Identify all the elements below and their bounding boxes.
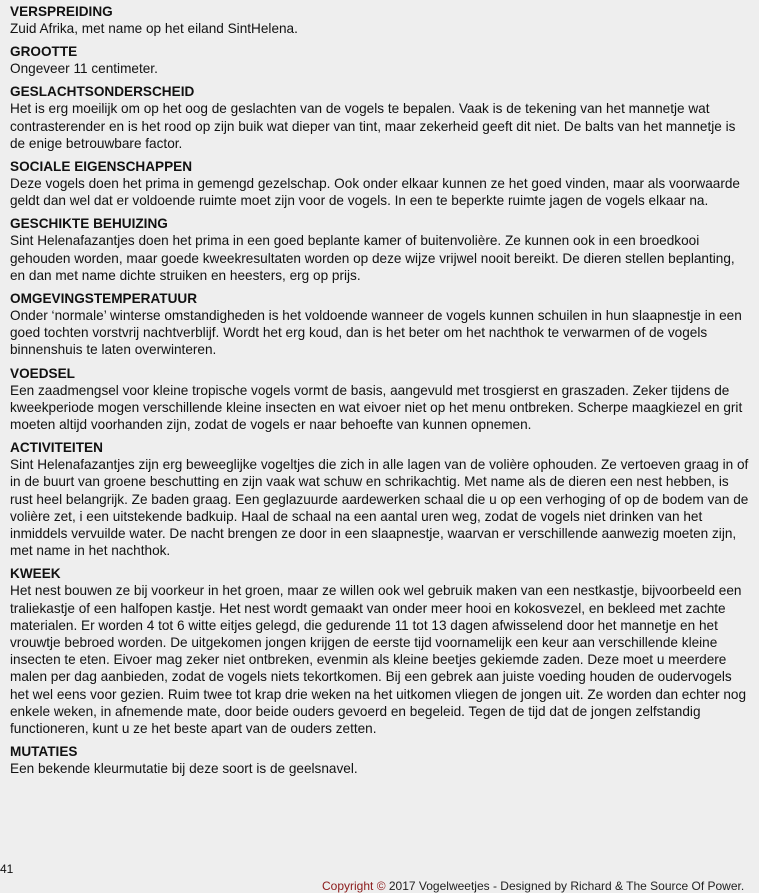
- section-body: Het is erg moeilijk om op het oog de geslachten van de vogels te bepalen. Vaak is de tekening van het mannetje wat contrasterender en is het rood op zijn buik wat dieper van tint, maar zekerheid geeft dit niet. De balts van het mannetje is de enige betrouwbare factor.: [10, 101, 736, 151]
- section-sociale-eigenschappen: [10, 159, 752, 209]
- section-omgevingstemperatuur: [10, 291, 752, 359]
- copyright-sign: ©: [376, 879, 386, 893]
- section-geslachtsonderscheid: [10, 84, 752, 152]
- section-grootte: [10, 44, 752, 77]
- article-content: [10, 4, 752, 785]
- section-body: Een zaadmengsel voor kleine tropische vogels vormt de basis, aangevuld met trosgierst en graszaden. Zeker tijdens de kweekperiode mogen verschillende kleine insecten en wat eivoer niet op het menu ontbreken. Scherpe maagkiezel en grit moeten altijd voorhanden zijn, zodat de vogels er naar behoefte van kunnen opnemen.: [10, 382, 743, 433]
- section-body: Deze vogels doen het prima in gemengd gezelschap. Ook onder elkaar kunnen ze het goed vinden, maar als voorwaarde geldt dan wel dat er voldoende ruimte moet zijn voor de vogels. In een te beperkte ruimte jagen de vogels elkaar na.: [10, 176, 740, 209]
- section-heading: KWEEK: [10, 566, 61, 582]
- section-geschikte-behuizing: [10, 216, 752, 284]
- section-body: Sint Helenafazantjes doen het prima in een goed beplante kamer of buitenvolière. Ze kunnen ook in een broedkooi gehouden worden, maar goede kweekresultaten worden op deze wijze vrijwel nooit bereikt. De dieren stellen beplanting, en dan met name dichte struiken en heesters, erg op prijs.: [10, 233, 735, 283]
- section-body: Het nest bouwen ze bij voorkeur in het groen, maar ze willen ook wel gebruik maken van een nestkastje, bijvoorbeeld een traliekastje of een halfopen kastje. Het nest wordt gemaakt van onder meer hooi en kokosvezel, en bekleed met zachte materialen. Er worden 4 tot 6 witte eitjes gelegd, die gedurende 11 tot 13 dagen afwisselend door het mannetje en het vrouwtje bebroed worden. De uitgekomen jongen krijgen de eerste tijd voornamelijk een keur aan verschillende kleine insecten te eten. Eivoer mag zeker niet ontbreken, evenmin als kleine beetjes gekiemde zaden. Deze moet u meerdere malen per dag aanbieden, zodat de vogels niets tekortkomen. Bij een gebrek aan juiste voeding houden de oudervogels het wel eens voor gezien. Ruim twee tot krap drie weken na het uitkomen vliegen de jongen uit. Ze worden dan echter nog enkele weken, in afnemende mate, door beide ouders gevoerd en begeleid. Tegen de tijd dat de jongen zelfstandig functioneren, kunt u ze het beste apart van de ouders zetten.: [10, 583, 747, 737]
- section-voedsel: [10, 366, 752, 434]
- section-verspreiding: [10, 4, 752, 37]
- footer-copyright: [322, 879, 744, 893]
- section-activiteiten: [10, 440, 752, 559]
- page-number: 41: [0, 862, 14, 876]
- section-body: Onder ‘normale’ winterse omstandigheden is het voldoende wanneer de vogels kunnen schuilen in hun slaapnestje in een goed tochten vorstvrij nachtverblijf. Wordt het erg koud, dan is het beter om het nachthok te verwarmen of de vogels binnenshuis te laten overwinteren.: [10, 308, 742, 358]
- section-heading: GESCHIKTE BEHUIZING: [10, 216, 168, 232]
- section-body: Sint Helenafazantjes zijn erg beweeglijke vogeltjes die zich in alle lagen van de volière ophouden. Ze vertoeven graag in of in de buurt van groene beschutting en zijn vaak wat schuw en schrikachtig. Met name als de dieren een nest hebben, is rust heel belangrijk. Ze baden graag. Een geglazuurde aardewerken schaal die u op een verhoging of op de bodem van de volière zet, i een uitstekende badkuip. Haal de schaal na een aantal uren weg, zodat de vogels niet drinken van het inmiddels vervuilde water. De nacht brengen ze door in een slaapnestje, waarvan er verschillende aanwezig moeten zijn, met name in het nachthok.: [10, 457, 749, 559]
- section-body: Een bekende kleurmutatie bij deze soort is de geelsnavel.: [10, 761, 358, 777]
- section-heading: GROOTTE: [10, 44, 78, 60]
- copyright-word: Copyright: [322, 879, 374, 893]
- section-heading: VERSPREIDING: [10, 4, 113, 19]
- section-heading: GESLACHTSONDERSCHEID: [10, 84, 195, 100]
- section-heading: MUTATIES: [10, 744, 78, 760]
- section-kweek: [10, 566, 752, 737]
- section-heading: ACTIVITEITEN: [10, 440, 103, 456]
- section-body: Zuid Afrika, met name op het eiland SintHelena.: [10, 21, 298, 36]
- section-body: Ongeveer 11 centimeter.: [10, 61, 158, 77]
- section-mutaties: [10, 744, 752, 777]
- section-heading: SOCIALE EIGENSCHAPPEN: [10, 159, 193, 175]
- section-heading: OMGEVINGSTEMPERATUUR: [10, 291, 198, 307]
- footer-credit: 2017 Vogelweetjes - Designed by Richard & The Source Of Power.: [385, 879, 745, 893]
- section-heading: VOEDSEL: [10, 365, 75, 381]
